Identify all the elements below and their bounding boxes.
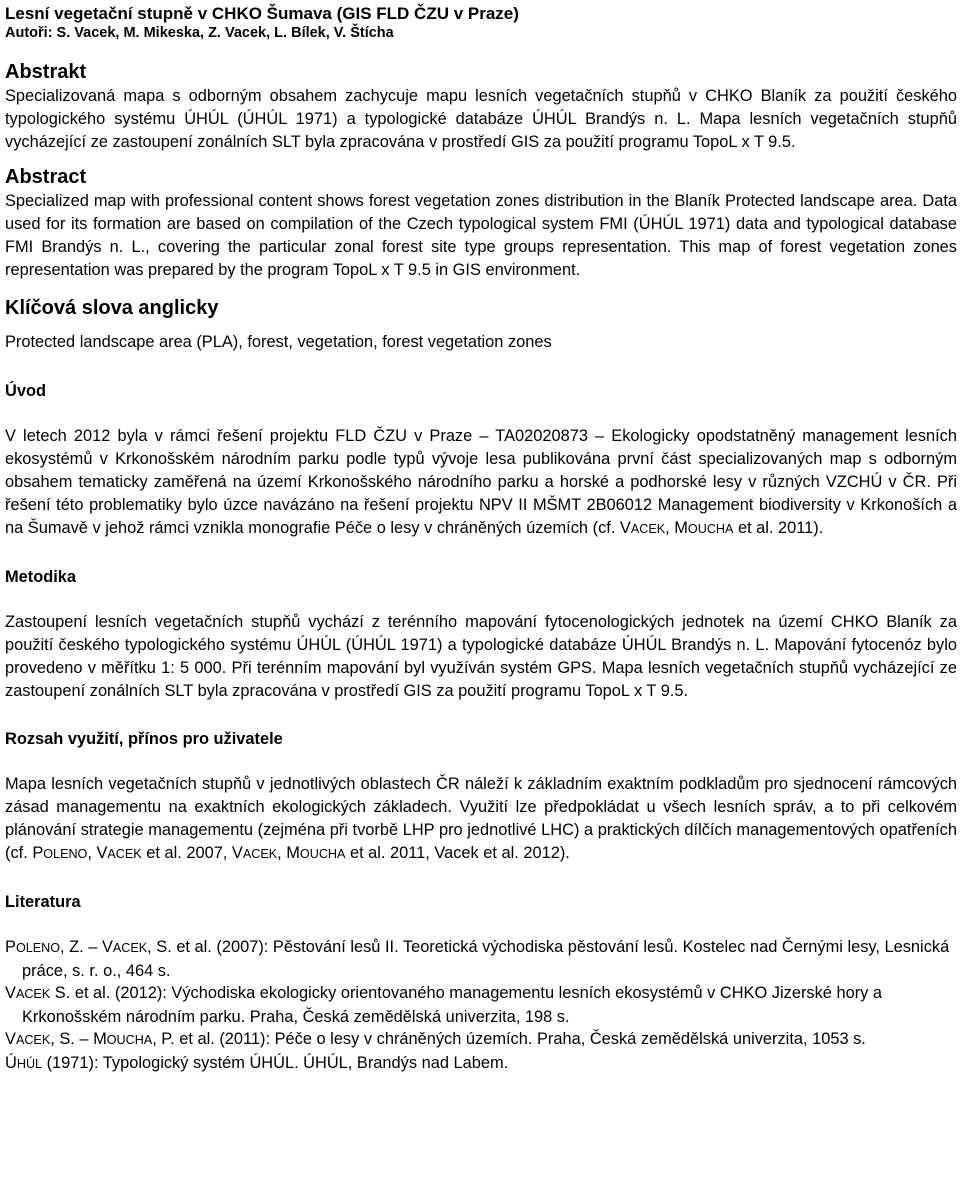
rozsah-heading: Rozsah využití, přínos pro uživatele	[5, 730, 283, 748]
uvod-text	[5, 425, 957, 541]
abstract-heading: Abstract	[5, 166, 87, 188]
reference-list	[5, 936, 957, 1075]
uvod-text-part-1: V letech 2012 byla v rámci řešení projektu FLD ČZU v Praze – TA02020873 – Ekologicky opodstatněný management lesních ekosystémů v Krkonošském národním parku podle typů vývoje lesa publikována první část specializovaných map s odborným obsahem tematicky zaměřená na území Krkonošského národního parku a horské a podhorské lesy v různých VZCHÚ v ČR. Při řešení této problematiky bylo úzce navázáno na řešení projektu NPV II MŠMT 2B06012 Management biodiversity v Krkonoších a na Šumavě v jehož rámci vznikla monografie Péče o lesy v chráněných územích (cf.	[5, 427, 957, 537]
keywords-heading: Klíčová slova anglicky	[5, 297, 219, 319]
cite-author-vacek-initial: V	[619, 519, 631, 537]
rozsah-text-part-1: Mapa lesních vegetačních stupňů v jednotlivých oblastech ČR náleží k základním exaktním podkladům pro sjednocení rámcových zásad managementu na exaktních ekologických základech. Využití lze předpokládat u všech lesních správ, a to při celkovém plánování strategie managementu (zejména při tvorbě LHP pro jednotlivé LHC) a praktických dílčích managementových opatřeních (cf.	[5, 775, 957, 862]
ref-author-initial: V	[101, 938, 113, 956]
ref-author-initial: V	[5, 1030, 16, 1048]
abstrakt-text: Specializovaná mapa s odborným obsahem zachycuje mapu lesních vegetačních stupňů v CHKO Blaník za použití českého typologického systému ÚHÚL (ÚHÚL 1971) a typologické databáze ÚHÚL Brandýs n. L. Mapa lesních vegetačních stupňů vycházející ze zastoupení zonálních SLT byla zpracována v prostředí GIS za použití programu TopoL x T 9.5.	[5, 87, 957, 151]
ref-author-rest: ACEK	[112, 941, 148, 955]
cite-separator: ,	[665, 519, 675, 537]
cite-author-vacek-rest: ACEK	[107, 847, 142, 861]
cite-author-moucha-initial: M	[674, 519, 688, 537]
ref-author-rest: ACEK	[15, 987, 51, 1001]
cite-author-vacek-initial: V	[96, 844, 108, 862]
uvod-heading: Úvod	[5, 382, 46, 400]
rozsah-text	[5, 773, 957, 866]
ref-author-rest: OUCHA	[106, 1033, 153, 1047]
ref-body: (1971): Typologický systém ÚHÚL. ÚHÚL, Brandýs nad Labem.	[42, 1053, 509, 1072]
ref-author-initial: M	[93, 1030, 107, 1048]
abstrakt-heading: Abstrakt	[5, 61, 87, 83]
ref-author-rest: HÚL	[16, 1056, 43, 1071]
cite-author-vacek-initial: V	[231, 844, 243, 862]
cite-author-poleno-initial: P	[32, 844, 44, 862]
uvod-text-part-2: et al. 2011).	[733, 519, 824, 537]
ref-author-rest: ACEK	[15, 1033, 51, 1047]
ref-author-separator: , Z. –	[60, 938, 102, 956]
literatura-heading: Literatura	[5, 893, 81, 911]
metodika-heading: Metodika	[5, 568, 77, 586]
document-title: Lesní vegetační stupně v CHKO Šumava (GIS FLD ČZU v Praze)	[5, 4, 519, 23]
ref-author-initial: P	[5, 938, 16, 956]
reference-item	[5, 982, 957, 1028]
ref-author-rest: OLENO	[15, 941, 61, 955]
ref-author-separator: , S. –	[50, 1030, 94, 1048]
cite-separator: ,	[277, 844, 287, 862]
rozsah-text-part-2: et al. 2011, Vacek et al. 2012).	[345, 844, 570, 862]
reference-item	[5, 1028, 957, 1052]
ref-body: S. et al. (2012): Východiska ekologicky orientovaného managementu lesních ekosystémů v CHKO Jizerské hory a Krkonošském národním parku. Praha, Česká zemědělská univerzita, 198 s.	[22, 984, 883, 1026]
cite-author-moucha-rest: OUCHA	[299, 847, 346, 861]
authors-line: Autoři: S. Vacek, M. Mikeska, Z. Vacek, L. Bílek, V. Štícha	[5, 25, 394, 41]
abstract-text: Specialized map with professional content shows forest vegetation zones distribution in the Blaník Protected landscape area. Data used for its formation are based on compilation of the Czech typological system FMI (ÚHÚL 1971) data and typological database FMI Brandýs n. L., covering the particular zonal forest site type groups representation. This map of forest vegetation zones representation was prepared by the program TopoL x T 9.5 in GIS environment.	[5, 192, 957, 279]
ref-body: , P. et al. (2011): Péče o lesy v chráněných územích. Praha, Česká zemědělská univerzita, 1053 s.	[152, 1030, 866, 1048]
cite-tail: et al. 2007,	[141, 844, 232, 862]
cite-author-vacek-rest: ACEK	[242, 847, 278, 861]
cite-author-moucha-initial: M	[286, 844, 300, 862]
metodika-text: Zastoupení lesních vegetačních stupňů vychází z terénního mapování fytocenologických jednotek na území CHKO Blaník za použití českého typologického systému ÚHÚL (ÚHÚL 1971) a typologické databáze ÚHÚL Brandýs n. L. Mapování fytocenóz bylo provedeno v měřítku 1: 5 000. Při terénním mapování byl využíván systém GPS. Mapa lesních vegetačních stupňů vycházející ze zastoupení zonálních SLT byla zpracována v prostředí GIS za použití programu TopoL x T 9.5.	[5, 613, 957, 700]
ref-author-initial: V	[5, 984, 16, 1002]
document-page	[5, 3, 957, 1075]
cite-separator: ,	[87, 844, 97, 862]
ref-author-initial: Ú	[5, 1053, 17, 1072]
reference-item	[5, 1052, 957, 1076]
ref-body: , S. et al. (2007): Pěstování lesů II. Teoretická východiska pěstování lesů. Kostelec nad Černými lesy, Lesnická práce, s. r. o., 464 s.	[22, 938, 950, 980]
cite-author-moucha-rest: OUCHA	[687, 522, 734, 536]
cite-author-poleno-rest: OLENO	[43, 847, 88, 861]
reference-item	[5, 936, 957, 982]
keywords-text: Protected landscape area (PLA), forest, vegetation, forest vegetation zones	[5, 333, 552, 351]
cite-author-vacek-rest: ACEK	[630, 522, 666, 536]
